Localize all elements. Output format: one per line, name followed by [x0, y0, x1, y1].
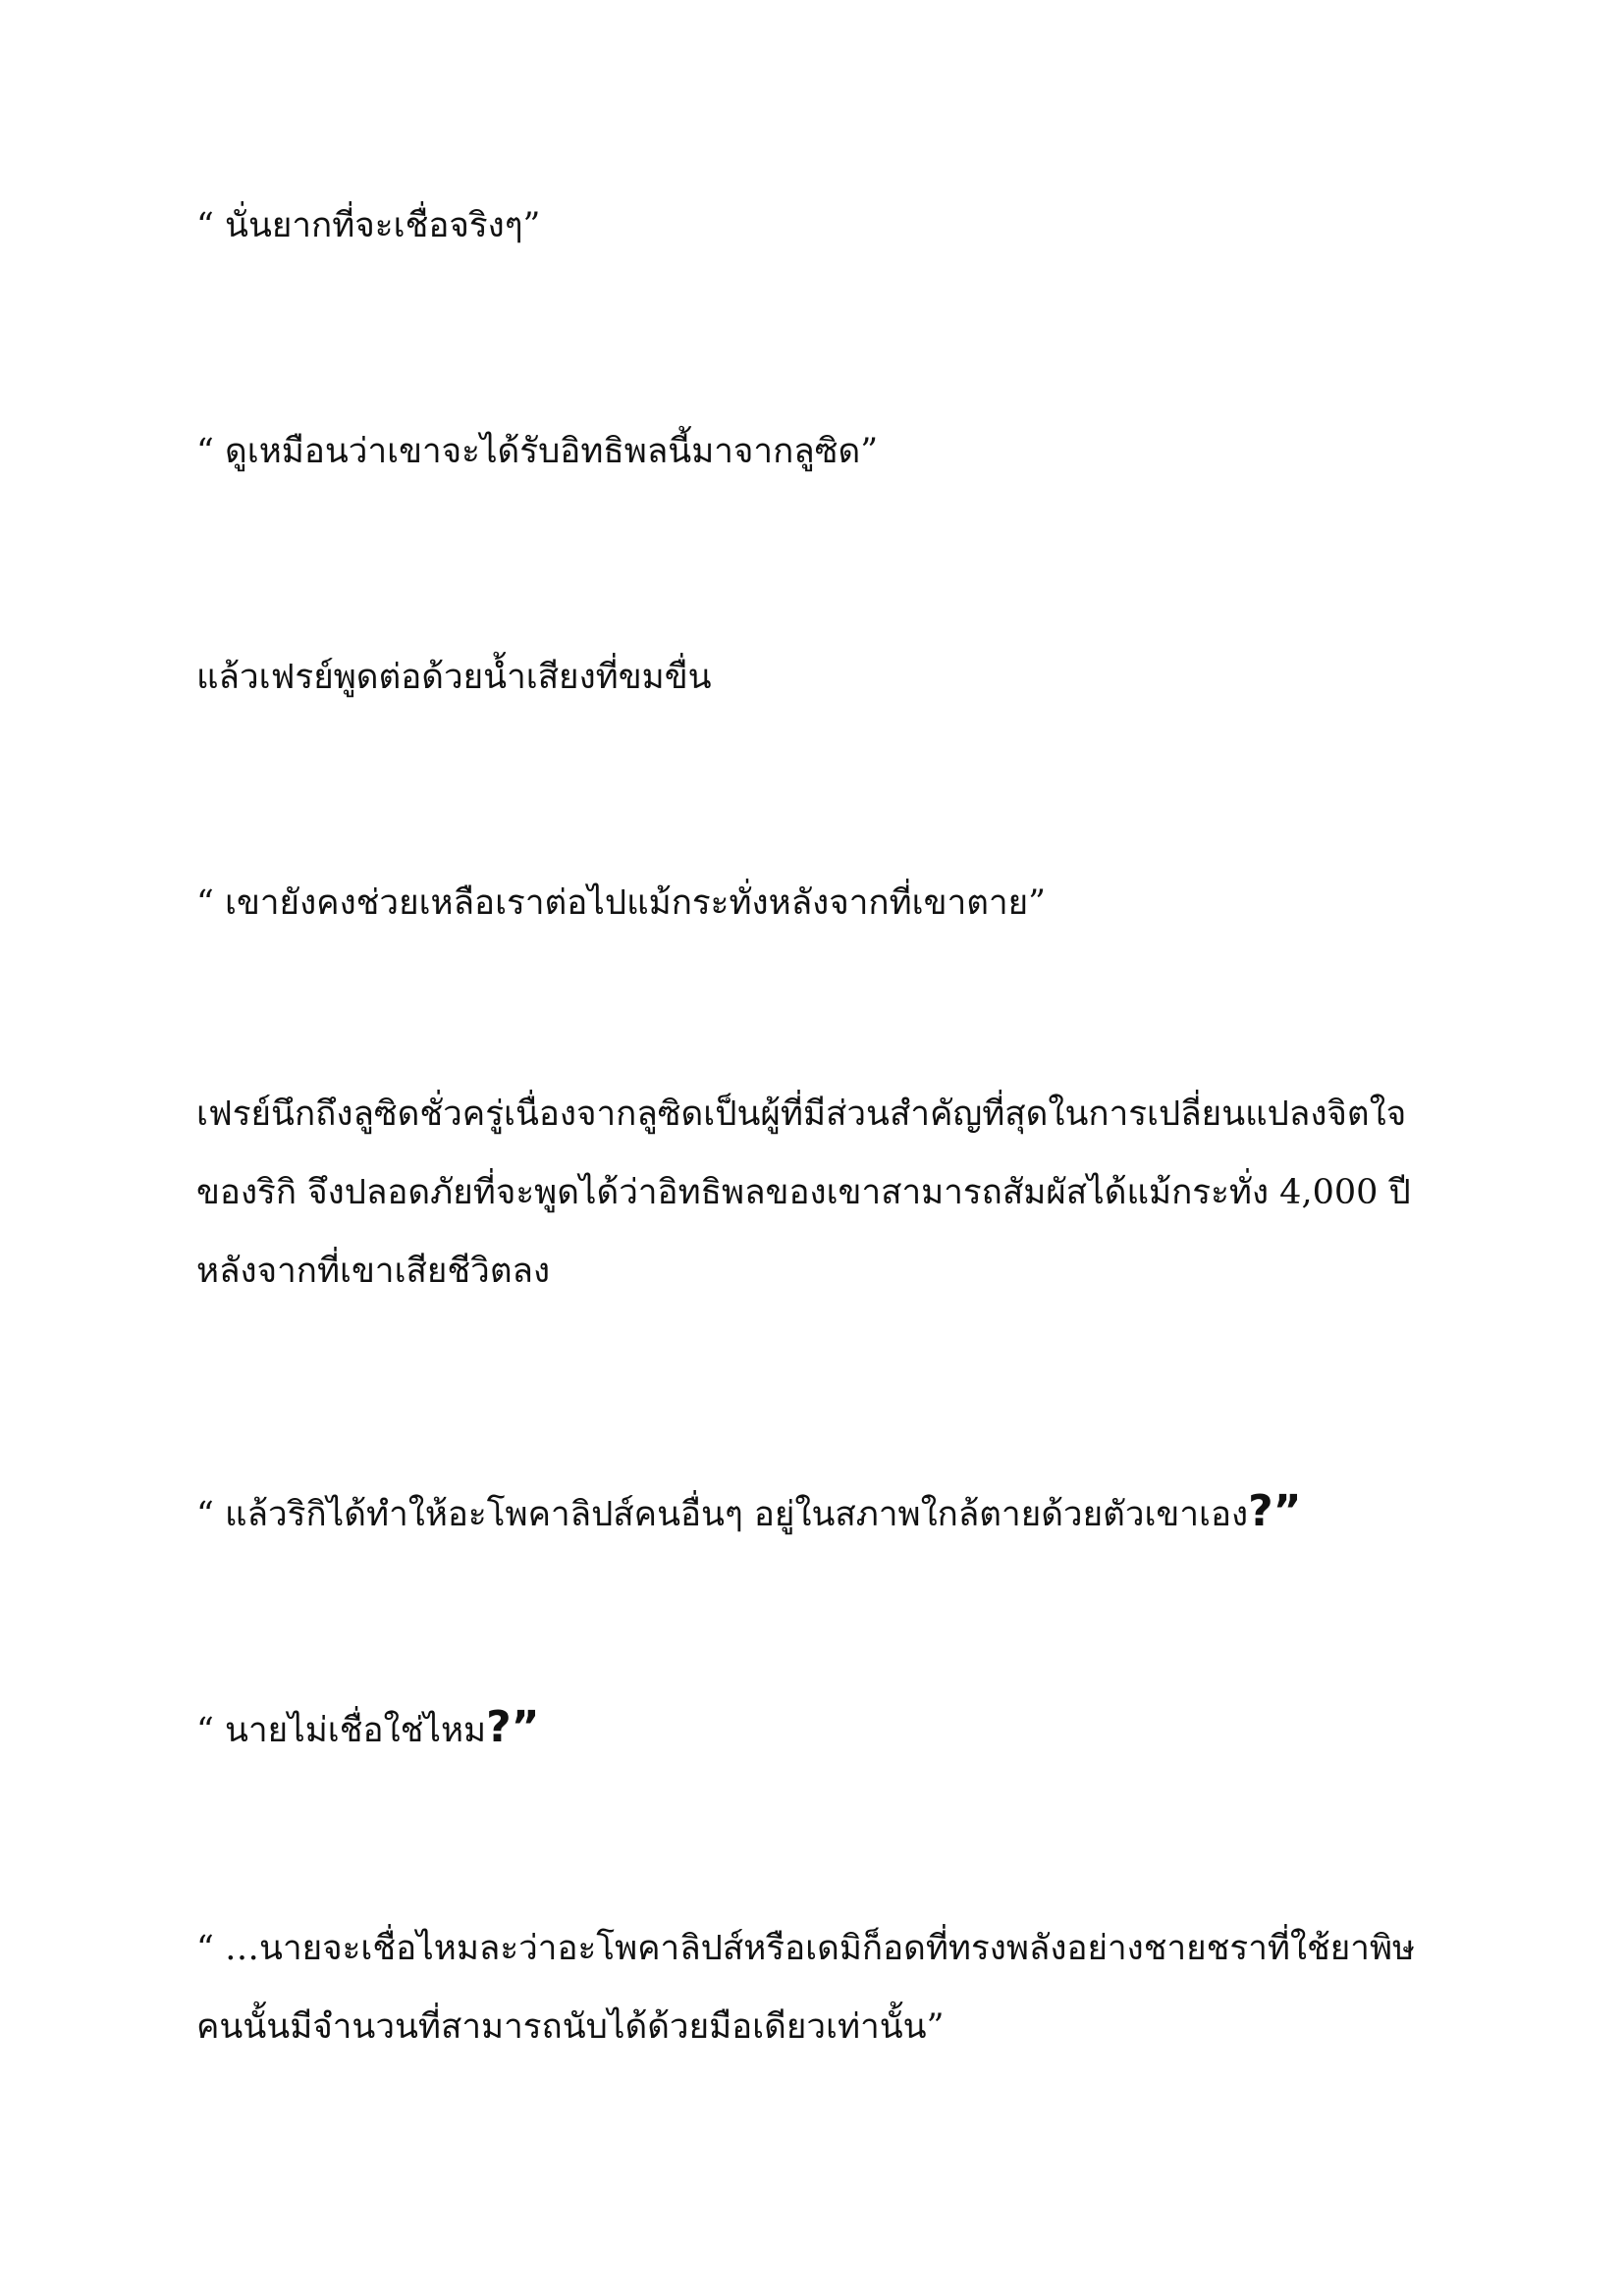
text-line: แล้วเฟรย์พูดต่อด้วยน้ำเสียงที่ขมขื่น — [196, 658, 712, 697]
paragraph-8 — [196, 1909, 1443, 2066]
text-line: “ แล้วริกิได้ทำให้อะโพคาลิปส์คนอื่นๆ อยู่ในสภาพใกล้ตายด้วยตัวเขาเอง — [196, 1495, 1249, 1534]
closing-question-quote: ?” — [1248, 1486, 1302, 1536]
text-line: เฟรย์นึกถึงลูซิดชั่วครู่เนื่องจากลูซิดเป็นผู้ที่มีส่วนสำคัญที่สุดในการเปลี่ยนแปลงจิตใจ — [196, 1095, 1407, 1134]
text-line: “ ดูเหมือนว่าเขาจะได้รับอิทธิพลนี้มาจากลูซิด” — [196, 432, 879, 471]
paragraph-2 — [196, 412, 1443, 491]
closing-question-quote: ?” — [486, 1702, 540, 1752]
text-line: คนนั้นมีจำนวนที่สามารถนับได้ด้วยมือเดียวเท่านั้น” — [196, 2007, 945, 2047]
paragraph-7 — [196, 1688, 1443, 1767]
text-line: “ …นายจะเชื่อไหมละว่าอะโพคาลิปส์หรือเดมิก็อดที่ทรงพลังอย่างชายชราที่ใช้ยาพิษ — [196, 1929, 1416, 1968]
text-line: “ นั่นยากที่จะเชื่อจริงๆ” — [196, 206, 541, 245]
paragraph-1 — [196, 187, 1443, 265]
paragraph-3 — [196, 638, 1443, 717]
paragraph-5 — [196, 1075, 1443, 1310]
text-line: “ นายไม่เชื่อใช่ไหม — [196, 1711, 487, 1750]
text-line: หลังจากที่เขาเสียชีวิตลง — [196, 1252, 551, 1291]
text-line: “ เขายังคงช่วยเหลือเราต่อไปแม้กระทั่งหลังจากที่เขาตาย” — [196, 883, 1047, 923]
paragraph-6 — [196, 1472, 1443, 1551]
text-line: ของริกิ จึงปลอดภัยที่จะพูดได้ว่าอิทธิพลของเขาสามารถสัมผัสได้แม้กระทั่ง 4,000 ปี — [196, 1173, 1411, 1212]
paragraph-4 — [196, 864, 1443, 942]
